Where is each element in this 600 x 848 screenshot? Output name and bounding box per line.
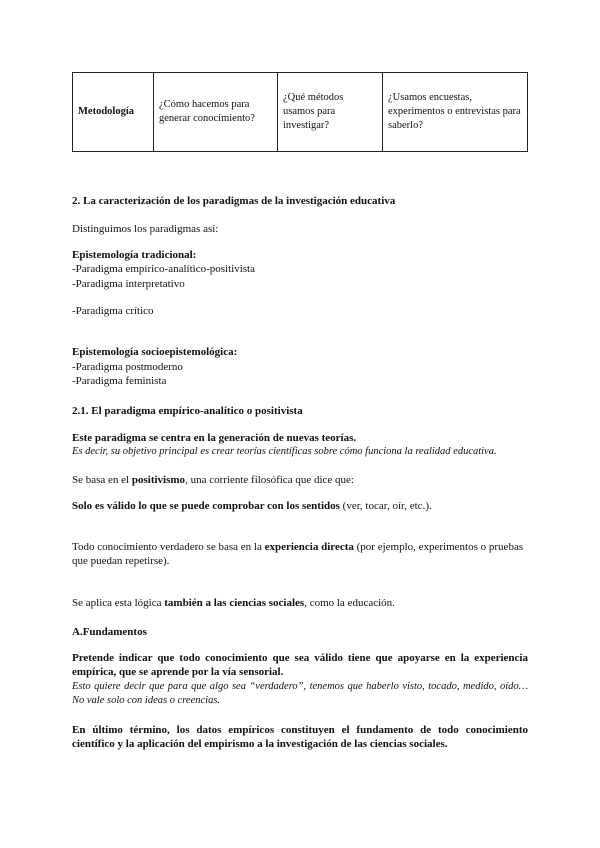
table-row: [73, 73, 528, 152]
fundamentos-explanation: Esto quiere decir que para que algo sea “verdadero”, tenemos que haberlo visto, tocado, medido, oído… No vale solo con ideas o creencias.: [72, 681, 528, 706]
table-cell-question-1: ¿Cómo hacemos para generar conocimiento?: [154, 73, 278, 152]
list-item: -Paradigma interpretativo: [72, 278, 185, 290]
focus-statement: Este paradigma se centra en la generación de nuevas teorías.: [72, 432, 357, 444]
fundamentos-paragraph-1: Pretende indicar que todo conocimiento que sea válido tiene que apoyarse en la experiencia empírica, que se aprende por la vía sensorial.: [72, 652, 528, 678]
list-item: -Paradigma feminista: [72, 375, 167, 387]
section-2-heading: 2. La caracterización de los paradigmas de la investigación educativa: [72, 195, 396, 207]
list-item: -Paradigma postmoderno: [72, 361, 183, 373]
direct-experience-paragraph: Todo conocimiento verdadero se basa en la experiencia directa (por ejemplo, experimentos o pruebas que puedan repetirse).: [72, 541, 524, 567]
list-item: -Paradigma crítico: [72, 305, 154, 317]
table-cell-question-3: ¿Usamos encuestas, experimentos o entrevistas para saberlo?: [383, 73, 528, 152]
focus-explanation: Es decir, su objetivo principal es crear teorías científicas sobre cómo funciona la realidad educativa.: [72, 446, 497, 457]
list-item: -Paradigma empírico-analítico-positivista: [72, 263, 255, 275]
table-cell-label: Metodología: [73, 73, 154, 152]
methodology-table: [72, 72, 528, 152]
fundamentos-paragraph-2: En último término, los datos empíricos constituyen el fundamento de todo conocimiento científico y la aplicación del empirismo a la investigación de las ciencias sociales.: [72, 724, 528, 750]
social-sciences-paragraph: Se aplica esta lógica también a las ciencias sociales, como la educación.: [72, 597, 395, 609]
socio-epistemology-heading: Epistemología socioepistemológica:: [72, 346, 238, 358]
section-2-1-heading: 2.1. El paradigma empírico-analítico o positivista: [72, 405, 303, 417]
section-2-intro: Distinguimos los paradigmas así:: [72, 223, 219, 235]
fundamentos-heading: A.Fundamentos: [72, 626, 147, 638]
positivism-paragraph: Se basa en el positivismo, una corriente filosófica que dice que:: [72, 474, 354, 486]
table-cell-question-2: ¿Qué métodos usamos para investigar?: [278, 73, 383, 152]
traditional-epistemology-heading: Epistemología tradicional:: [72, 249, 197, 261]
senses-statement: Solo es válido lo que se puede comprobar con los sentidos (ver, tocar, oír, etc.).: [72, 500, 432, 512]
